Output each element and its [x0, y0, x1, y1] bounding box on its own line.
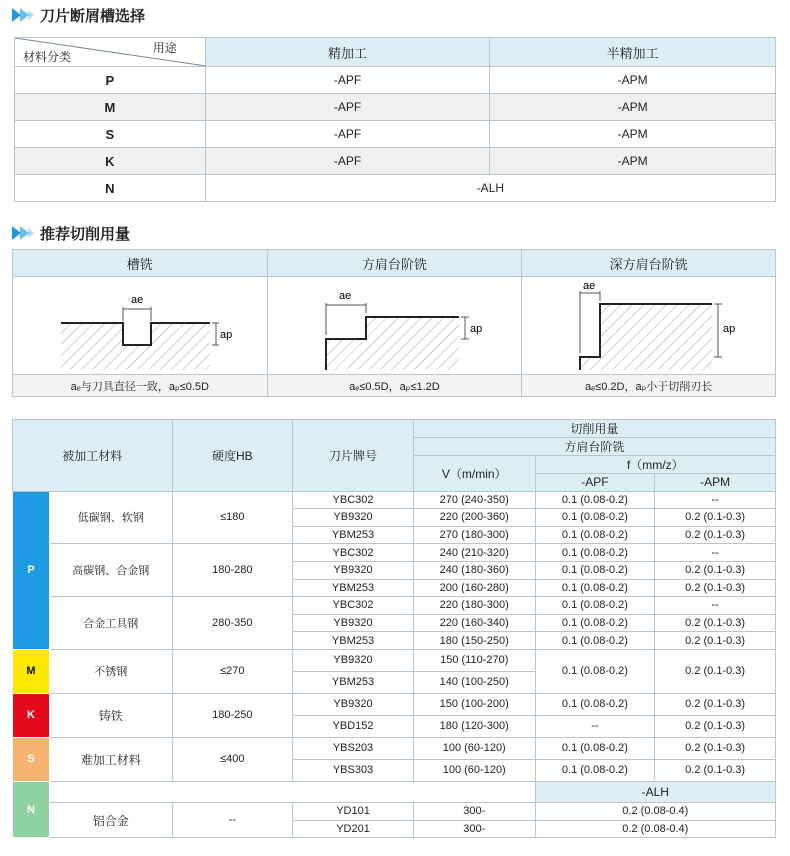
double-arrow-icon — [12, 226, 36, 240]
grade-cell: YBD152 — [293, 715, 414, 737]
shoulder-header: 方肩台阶铣 — [413, 438, 775, 456]
corner-top-label: 用途 — [152, 41, 177, 55]
milling-type-header: 方肩台阶铣 — [267, 250, 522, 277]
deep-shoulder-milling-diagram — [522, 277, 776, 375]
material-letter-k: K — [13, 693, 50, 737]
material-letter-m: M — [13, 649, 50, 693]
speed-cell: 180 (120-300) — [413, 715, 535, 737]
alh-cell: 0.2 (0.08-0.4) — [535, 802, 775, 820]
hardness-value: 280-350 — [172, 597, 293, 650]
speed-cell: 150 (100-200) — [413, 693, 535, 715]
speed-cell: 220 (180-300) — [413, 597, 535, 615]
section-title-cutting — [12, 222, 130, 244]
apf-cell: 0.1 (0.08-0.2) — [535, 759, 655, 781]
grade-cell: YB9320 — [293, 649, 414, 671]
speed-cell: 220 (160-340) — [413, 614, 535, 632]
ap-label: ap — [722, 323, 735, 335]
apf-cell: -- — [535, 715, 655, 737]
grade-cell: YBM253 — [293, 671, 414, 693]
double-arrow-icon — [12, 8, 36, 22]
table-row — [15, 94, 776, 121]
material-letter-n: N — [13, 781, 50, 837]
milling-caption: aₑ≤0.5D，aₚ≤1.2D — [267, 375, 522, 397]
section-title-text: 刀片断屑槽选择 — [40, 7, 146, 25]
speed-cell: 100 (60-120) — [413, 759, 535, 781]
apf-cell: 0.1 (0.08-0.2) — [535, 632, 655, 650]
grade-cell: YB9320 — [293, 561, 414, 579]
material-letter-s: S — [13, 737, 50, 781]
col-header-semi: 半精加工 — [490, 38, 776, 67]
table-row — [15, 67, 776, 94]
speed-cell: 240 (180-360) — [413, 561, 535, 579]
speed-cell: 300- — [413, 802, 535, 820]
apf-cell: 0.1 (0.08-0.2) — [535, 614, 655, 632]
apm-cell: -- — [655, 491, 776, 509]
semi-cell: -APM — [490, 121, 776, 148]
apm-cell: 0.2 (0.1-0.3) — [655, 614, 776, 632]
apm-cell: -- — [655, 544, 776, 562]
apm-cell: -- — [655, 597, 776, 615]
apf-cell: 0.1 (0.08-0.2) — [535, 544, 655, 562]
ap-label: ap — [470, 323, 483, 335]
blank-cell — [49, 781, 535, 802]
table-row — [15, 148, 776, 175]
grade-cell: YBS303 — [293, 759, 414, 781]
speed-cell: 300- — [413, 820, 535, 838]
apf-cell: 0.1 (0.08-0.2) — [535, 737, 655, 759]
category-cell: N — [15, 175, 206, 202]
col-header-finish: 精加工 — [205, 38, 490, 67]
grade-cell: YD101 — [293, 802, 414, 820]
grade-cell: YBC302 — [293, 491, 414, 509]
category-cell: K — [15, 148, 206, 175]
table-row — [13, 597, 776, 615]
apm-cell: 0.2 (0.1-0.3) — [655, 693, 776, 715]
alh-header: -ALH — [535, 781, 775, 802]
apm-cell: 0.2 (0.1-0.3) — [655, 737, 776, 759]
speed-cell: 100 (60-120) — [413, 737, 535, 759]
apf-cell: 0.1 (0.08-0.2) — [535, 509, 655, 527]
grade-cell: YBM253 — [293, 632, 414, 650]
milling-caption: aₑ≤0.2D，aₚ小于切削刃长 — [522, 375, 776, 397]
apm-cell: 0.2 (0.1-0.3) — [655, 526, 776, 544]
hardness-value: ≤180 — [172, 491, 293, 544]
groove-selection-table — [14, 37, 776, 202]
apm-cell: 0.2 (0.1-0.3) — [655, 649, 776, 693]
table-row — [13, 649, 776, 671]
table-row — [13, 802, 776, 820]
milling-type-header: 深方肩台阶铣 — [522, 250, 776, 277]
hardness-header: 硬度HB — [172, 420, 293, 492]
table-row — [13, 737, 776, 759]
finish-cell: -APF — [205, 121, 490, 148]
grade-cell: YBM253 — [293, 526, 414, 544]
material-name: 合金工具钢 — [49, 597, 172, 650]
grade-cell: YB9320 — [293, 693, 414, 715]
category-cell: S — [15, 121, 206, 148]
apm-cell: 0.2 (0.1-0.3) — [655, 759, 776, 781]
apm-cell: 0.2 (0.1-0.3) — [655, 715, 776, 737]
table-row — [13, 693, 776, 715]
section-title-text: 推荐切削用量 — [40, 225, 131, 243]
section-title-grooves — [12, 4, 145, 26]
apf-cell: 0.1 (0.08-0.2) — [535, 491, 655, 509]
apm-cell: 0.2 (0.1-0.3) — [655, 632, 776, 650]
table-row — [13, 491, 776, 509]
grade-cell: YBM253 — [293, 579, 414, 597]
material-name: 不锈钢 — [49, 649, 172, 693]
milling-type-header: 槽铣 — [13, 250, 268, 277]
hardness-value: 180-250 — [172, 693, 293, 737]
ae-label: ae — [582, 280, 595, 292]
milling-caption: aₑ与刀具直径一致，aₚ≤0.5D — [13, 375, 268, 397]
apf-header: -APF — [535, 474, 655, 492]
apf-cell: 0.1 (0.08-0.2) — [535, 649, 655, 693]
slot-milling-diagram — [13, 277, 268, 375]
material-header: 被加工材料 — [13, 420, 173, 492]
table-row — [15, 121, 776, 148]
corner-bottom-label: 材料分类 — [23, 50, 72, 64]
hardness-value: 180-280 — [172, 544, 293, 597]
finish-cell: -APF — [205, 148, 490, 175]
table-row — [13, 544, 776, 562]
speed-cell: 270 (240-350) — [413, 491, 535, 509]
grade-header: 刀片牌号 — [293, 420, 414, 492]
table-row — [13, 781, 776, 802]
speed-cell: 240 (210-320) — [413, 544, 535, 562]
hardness-value: -- — [172, 802, 293, 837]
cutting-header: 切削用量 — [413, 420, 775, 438]
shoulder-milling-diagram — [267, 277, 522, 375]
finish-cell: -APF — [205, 67, 490, 94]
alh-cell: -ALH — [205, 175, 775, 202]
apf-cell: 0.1 (0.08-0.2) — [535, 526, 655, 544]
speed-cell: 140 (100-250) — [413, 671, 535, 693]
ae-label: ae — [130, 294, 144, 306]
grade-cell: YB9320 — [293, 509, 414, 527]
apf-cell: 0.1 (0.08-0.2) — [535, 579, 655, 597]
apm-header: -APM — [655, 474, 776, 492]
speed-cell: 180 (150-250) — [413, 632, 535, 650]
material-letter-p: P — [13, 491, 50, 649]
apf-cell: 0.1 (0.08-0.2) — [535, 561, 655, 579]
ap-label: ap — [219, 329, 233, 341]
speed-cell: 200 (160-280) — [413, 579, 535, 597]
material-name: 低碳钢、软钢 — [49, 491, 172, 544]
semi-cell: -APM — [490, 67, 776, 94]
material-name: 铸铁 — [49, 693, 172, 737]
hardness-value: ≤400 — [172, 737, 293, 781]
material-name: 高碳钢、合金钢 — [49, 544, 172, 597]
semi-cell: -APM — [490, 94, 776, 121]
ae-label: ae — [339, 290, 352, 302]
milling-types-table — [12, 249, 776, 397]
semi-cell: -APM — [490, 148, 776, 175]
category-cell: M — [15, 94, 206, 121]
grade-cell: YBC302 — [293, 597, 414, 615]
apf-cell: 0.1 (0.08-0.2) — [535, 597, 655, 615]
finish-cell: -APF — [205, 94, 490, 121]
apm-cell: 0.2 (0.1-0.3) — [655, 579, 776, 597]
table-row — [15, 175, 776, 202]
apf-cell: 0.1 (0.08-0.2) — [535, 693, 655, 715]
feed-header: f（mm/z） — [535, 456, 775, 474]
apm-cell: 0.2 (0.1-0.3) — [655, 509, 776, 527]
category-cell: P — [15, 67, 206, 94]
cutting-data-table — [12, 419, 776, 838]
speed-cell: 270 (180-300) — [413, 526, 535, 544]
grade-cell: YD201 — [293, 820, 414, 838]
speed-cell: 150 (110-270) — [413, 649, 535, 671]
corner-header-cell — [15, 38, 206, 67]
speed-header: V（m/min） — [413, 456, 535, 492]
grade-cell: YBS203 — [293, 737, 414, 759]
hardness-value: ≤270 — [172, 649, 293, 693]
grade-cell: YBC302 — [293, 544, 414, 562]
material-name: 铝合金 — [49, 802, 172, 837]
alh-cell: 0.2 (0.08-0.4) — [535, 820, 775, 838]
material-name: 难加工材料 — [49, 737, 172, 781]
apm-cell: 0.2 (0.1-0.3) — [655, 561, 776, 579]
speed-cell: 220 (200-360) — [413, 509, 535, 527]
grade-cell: YB9320 — [293, 614, 414, 632]
